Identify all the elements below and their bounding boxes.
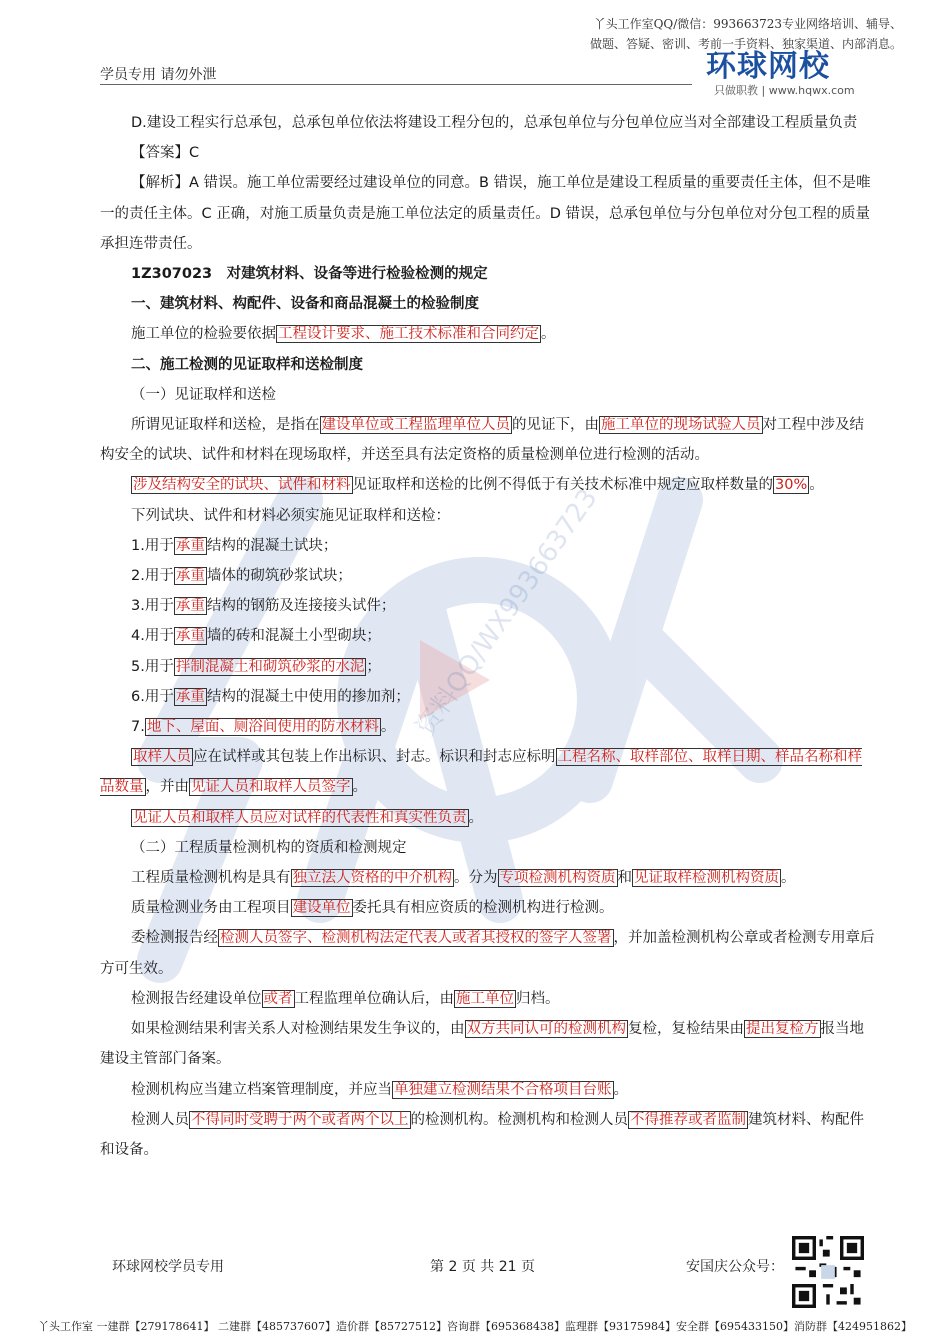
header-label: 学员专用 请勿外泄 bbox=[100, 67, 217, 83]
qr-code-icon bbox=[792, 1236, 864, 1308]
paragraph-4: 下列试块、试件和材料必须实施见证取样和送检： bbox=[131, 507, 450, 524]
highlight-box: 地下、屋面、厕浴间使用的防水材料 bbox=[146, 719, 379, 736]
highlight-box: 见证人员和取样人员应对试样的代表性和真实性负责 bbox=[133, 809, 467, 826]
analysis: 【解析】A 错误。施工单位需要经过建设单位的同意。B 错误，施工单位是建设工程质量的重要责任主体，但不是唯一的责任主体。C 正确，对施工质量负责是施工单位法定的质量责任。D 错误，总承包单位与分包单位对分包工程的质量承担连带责任。 bbox=[100, 175, 871, 252]
heading-1: 一、建筑材料、构配件、设备和商品混凝土的检验制度 bbox=[131, 296, 479, 313]
list-item: 2.用于 承重 墙体的砌筑砂浆试块； bbox=[131, 568, 352, 585]
highlight-box: 不得同时受聘于两个或者两个以上 bbox=[191, 1111, 409, 1128]
highlight-box: 拌制混凝土和砌筑砂浆的水泥 bbox=[175, 658, 365, 675]
highlight-box: 检测人员签字、检测机构法定代表人或者其授权的签字人签署 bbox=[220, 930, 612, 947]
subheading-2: （二）工程质量检测机构的资质和检测规定 bbox=[131, 839, 407, 856]
paragraph-13: 检测人员 不得同时受聘于两个或者两个以上 的检测机构。检测机构和检测人员 不得推荐或者监制 建筑材料、构配件和设备。 bbox=[100, 1111, 864, 1158]
option-d: D.建设工程实行总承包，总承包单位依法将建设工程分包的，总承包单位与分包单位应当对全部建设工程质量负责 bbox=[131, 115, 858, 131]
highlight-box: 建设单位 bbox=[292, 900, 351, 917]
subheading-1: （一）见证取样和送检 bbox=[131, 386, 276, 403]
highlight-box: 工程名称、取样部位、取样日期、样品名称和样品数量 bbox=[100, 749, 862, 796]
document-body bbox=[100, 108, 876, 1165]
list-item: 1.用于 承重 结构的混凝土试块； bbox=[131, 537, 338, 554]
header-divider bbox=[100, 84, 692, 85]
highlight-box: 承重 bbox=[175, 598, 205, 615]
paragraph-5: 取样人员 应在试样或其包装上作出标识、封志。标识和封志应标明 工程名称、取样部位、取样日期、样品名称和样品数量 ，并由 见证人员和取样人员签字 。 bbox=[100, 749, 862, 796]
answer: 【答案】C bbox=[131, 145, 200, 162]
highlight-box: 施工单位的现场试验人员 bbox=[601, 417, 761, 434]
highlight-box: 或者 bbox=[263, 990, 293, 1007]
highlight-box: 双方共同认可的检测机构 bbox=[466, 1021, 626, 1038]
paragraph-2: 所谓见证取样和送检，是指在 建设单位或工程监理单位人员 的见证下，由 施工单位的现场试验人员 对工程中涉及结构安全的试块、试件和材料在现场取样，并送至具有法定资格的质量检测单位进行检测的活动。 bbox=[100, 417, 864, 464]
list-item: 6.用于 承重 结构的混凝土中使用的掺加剂； bbox=[131, 688, 410, 705]
footer-right: 安国庆公众号： bbox=[686, 1259, 784, 1275]
paragraph-7: 工程质量检测机构是具有 独立法人资格的中介机构 。分为 专项检测机构资质 和 见证取样检测机构资质 。 bbox=[131, 870, 796, 887]
paragraph-8: 质量检测业务由工程项目 建设单位 委托具有相应资质的检测机构进行检测。 bbox=[131, 900, 614, 917]
highlight-box: 承重 bbox=[175, 568, 205, 585]
logo-main-text: 环球网校 bbox=[706, 49, 830, 84]
watermark-text: 资料QQ/WX993663723 bbox=[410, 483, 604, 742]
list-item: 3.用于 承重 结构的钢筋及连接接头试件； bbox=[131, 598, 396, 615]
highlight-box: 30% bbox=[775, 477, 808, 494]
paragraph-9: 委检测报告经 检测人员签字、检测机构法定代表人或者其授权的签字人签署 ，并加盖检测机构公章或者检测专用章后方可生效。 bbox=[100, 930, 875, 977]
highlight-box: 提出复检方 bbox=[746, 1021, 819, 1038]
highlight-box: 独立法人资格的中介机构 bbox=[292, 870, 452, 887]
highlight-box: 见证取样检测机构资质 bbox=[634, 870, 779, 887]
highlight-box: 承重 bbox=[175, 537, 205, 554]
highlight-box: 工程设计要求、施工技术标准和合同约定 bbox=[278, 326, 539, 343]
list-item: 4.用于 承重 墙的砖和混凝土小型砌块； bbox=[131, 628, 381, 645]
paragraph-6: 见证人员和取样人员应对试样的代表性和真实性负责 。 bbox=[133, 809, 483, 826]
top-note-line-1: 丫头工作室QQ/微信：993663723专业网络培训、辅导、 bbox=[593, 17, 902, 31]
highlight-box: 取样人员 bbox=[133, 749, 191, 766]
section-title: 1Z307023 对建筑材料、设备等进行检验检测的规定 bbox=[131, 266, 488, 283]
highlight-box: 施工单位 bbox=[456, 990, 514, 1007]
highlight-box: 不得推荐或者监制 bbox=[630, 1111, 746, 1128]
highlight-box: 单独建立检测结果不合格项目台账 bbox=[394, 1081, 612, 1098]
heading-2: 二、施工检测的见证取样和送检制度 bbox=[131, 356, 363, 373]
footer-left: 环球网校学员专用 bbox=[112, 1259, 224, 1275]
highlight-box: 建设单位或工程监理单位人员 bbox=[321, 417, 510, 434]
brand-logo bbox=[706, 50, 876, 98]
top-note-line-2: 做题、答疑、密训、考前一手资料、独家渠道、内部消息。 bbox=[589, 37, 902, 51]
paragraph-11: 如果检测结果利害关系人对检测结果发生争议的，由 双方共同认可的检测机构 复检，复检结果由 提出复检方 报当地建设主管部门备案。 bbox=[100, 1021, 864, 1068]
paragraph-3: 涉及结构安全的试块、试件和材料 见证取样和送检的比例不得低于有关技术标准中规定应取样数量的 30% 。 bbox=[133, 477, 824, 494]
logo-sub-text: 只做职教 | www.hqwx.com bbox=[714, 84, 855, 97]
top-note bbox=[482, 14, 902, 54]
paragraph-1: 施工单位的检验要依据 工程设计要求、施工技术标准和合同约定 。 bbox=[131, 326, 556, 343]
list-item: 7. 地下、屋面、厕浴间使用的防水材料 。 bbox=[131, 719, 396, 736]
paragraph-12: 检测机构应当建立档案管理制度，并应当 单独建立检测结果不合格项目台账 。 bbox=[131, 1081, 628, 1098]
bottom-line: 丫头工作室 一建群【279178641】 二建群【485737607】造价群【85727512】咨询群【695368438】监理群【93175984】安全群【695433150】消防群【424951862】 bbox=[38, 1320, 912, 1333]
highlight-box: 专项检测机构资质 bbox=[499, 870, 616, 887]
highlight-box: 承重 bbox=[175, 628, 205, 645]
highlight-box: 见证人员和取样人员签字 bbox=[191, 779, 351, 796]
paragraph-10: 检测报告经建设单位 或者 工程监理单位确认后，由 施工单位 归档。 bbox=[131, 990, 560, 1007]
highlight-box: 涉及结构安全的试块、试件和材料 bbox=[133, 477, 351, 494]
list-item: 5.用于 拌制混凝土和砌筑砂浆的水泥 ； bbox=[131, 658, 381, 675]
page-number: 第 2 页 共 21 页 bbox=[430, 1259, 536, 1275]
highlight-box: 承重 bbox=[175, 688, 205, 705]
